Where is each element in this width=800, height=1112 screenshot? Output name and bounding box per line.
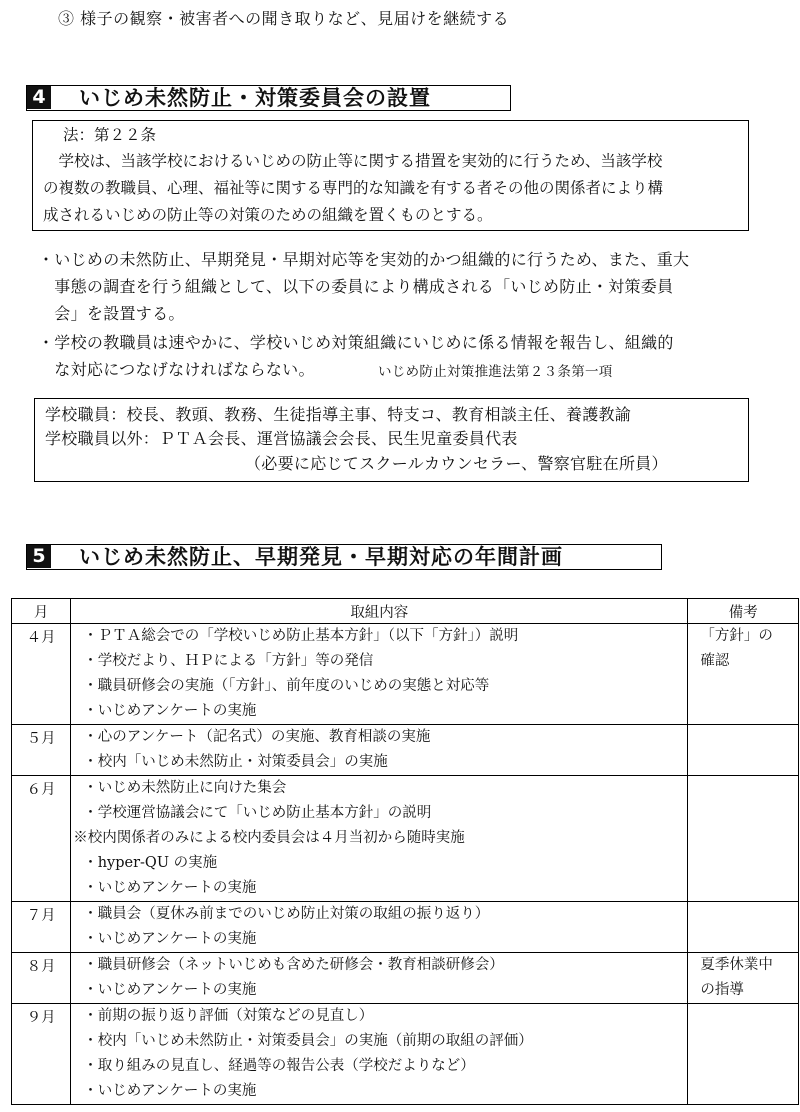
plan-item: ・いじめ未然防止に向けた集会 — [83, 780, 287, 796]
table-row — [12, 624, 799, 725]
plan-item: ・いじめアンケートの実施 — [83, 703, 257, 719]
section5-number: 5 — [27, 545, 51, 568]
plan-item: ・いじめアンケートの実施 — [83, 1083, 257, 1099]
month-cell: ８月 — [26, 959, 56, 975]
plan-item: ・校内「いじめ未然防止・対策委員会」の実施 — [83, 754, 388, 770]
table-row — [12, 725, 799, 776]
note-cell: 夏季休業中 — [700, 957, 773, 973]
table-row — [12, 902, 799, 953]
plan-item: ・職員研修会（ネットいじめも含めた研修会・教育相談研修会） — [83, 957, 504, 973]
table-row — [12, 953, 799, 1004]
bullet-line: な対応につなげなければならない。 — [38, 360, 315, 379]
top-line: ③ 様子の観察・被害者への聞き取りなど、見届けを継続する — [58, 9, 510, 28]
section5-heading — [26, 544, 662, 570]
law-label: 法：第２２条 — [63, 126, 157, 144]
month-cell: ５月 — [26, 731, 56, 747]
plan-item: ・校内「いじめ未然防止・対策委員会」の実施（前期の取組の評価） — [83, 1033, 533, 1049]
annual-plan-table — [11, 598, 799, 1105]
table-row — [12, 1004, 799, 1105]
plan-item: ・取り組みの見直し、経過等の報告公表（学校だよりなど） — [83, 1058, 475, 1074]
bullet-line: 事態の調査を行う組織として、以下の委員により構成される「いじめ防止・対策委員 — [38, 277, 674, 296]
plan-item: ・いじめアンケートの実施 — [83, 982, 257, 998]
plan-item: ・職員会（夏休み前までのいじめ防止対策の取組の振り返り） — [83, 906, 490, 922]
law-line: 学校は、当該学校におけるいじめの防止等に関する措置を実効的に行うため、当該学校 — [43, 152, 663, 170]
bullet-line: ・いじめの未然防止、早期発見・早期対応等を実効的かつ組織的に行うため、また、重大 — [38, 250, 690, 269]
plan-item: ・心のアンケート（記名式）の実施、教育相談の実施 — [83, 729, 431, 745]
members-line: 学校職員以外：ＰＴＡ会長、運営協議会会長、民生児童委員代表 — [45, 429, 518, 448]
plan-item: ・いじめアンケートの実施 — [83, 880, 257, 896]
note-cell: 「方針」の — [700, 628, 773, 644]
month-cell: ９月 — [26, 1010, 56, 1026]
plan-item: ・いじめアンケートの実施 — [83, 931, 257, 947]
month-cell: ７月 — [26, 908, 56, 924]
members-line: 学校職員：校長、教頭、教務、生徒指導主事、特支コ、教育相談主任、養護教諭 — [45, 405, 632, 424]
members-box — [34, 398, 749, 482]
section4-title: いじめ未然防止・対策委員会の設置 — [79, 86, 431, 110]
plan-item: ・前期の振り返り評価（対策などの見直し） — [83, 1008, 374, 1024]
plan-item: ・職員研修会の実施（「方針」、前年度のいじめの実態と対応等 — [83, 678, 490, 694]
plan-item: ・学校だより、ＨＰによる「方針」等の発信 — [83, 653, 374, 669]
month-cell: ４月 — [26, 630, 56, 646]
table-header-row — [12, 599, 799, 624]
law-box — [32, 120, 749, 231]
section4-heading — [26, 85, 511, 111]
note-cell: 確認 — [700, 653, 730, 669]
law-reference: いじめ防止対策推進法第２３条第一項 — [378, 364, 613, 380]
section4-number: 4 — [27, 86, 51, 109]
plan-item: ・ＰＴＡ総会での「学校いじめ防止基本方針」（以下「方針」）説明 — [83, 628, 519, 644]
header-note: 備考 — [688, 599, 799, 624]
table-row — [12, 776, 799, 902]
note-cell: の指導 — [700, 982, 744, 998]
month-cell: ６月 — [26, 782, 56, 798]
header-month: 月 — [12, 599, 71, 624]
plan-item: ※校内関係者のみによる校内委員会は４月当初から随時実施 — [73, 830, 465, 846]
members-line: （必要に応じてスクールカウンセラー、警察官駐在所員） — [245, 454, 668, 473]
bullet-line: 会」を設置する。 — [38, 304, 185, 323]
plan-item: ・学校運営協議会にて「いじめ防止基本方針」の説明 — [83, 805, 432, 821]
plan-item: ・hyper-QU の実施 — [83, 855, 218, 871]
section5-title: いじめ未然防止、早期発見・早期対応の年間計画 — [79, 545, 563, 569]
header-content: 取組内容 — [71, 599, 688, 624]
law-line: の複数の教職員、心理、福祉等に関する専門的な知識を有する者その他の関係者により構 — [43, 179, 664, 197]
law-line: 成されるいじめの防止等の対策のための組織を置くものとする。 — [43, 206, 493, 224]
bullet-line: ・学校の教職員は速やかに、学校いじめ対策組織にいじめに係る情報を報告し、組織的 — [38, 333, 674, 352]
